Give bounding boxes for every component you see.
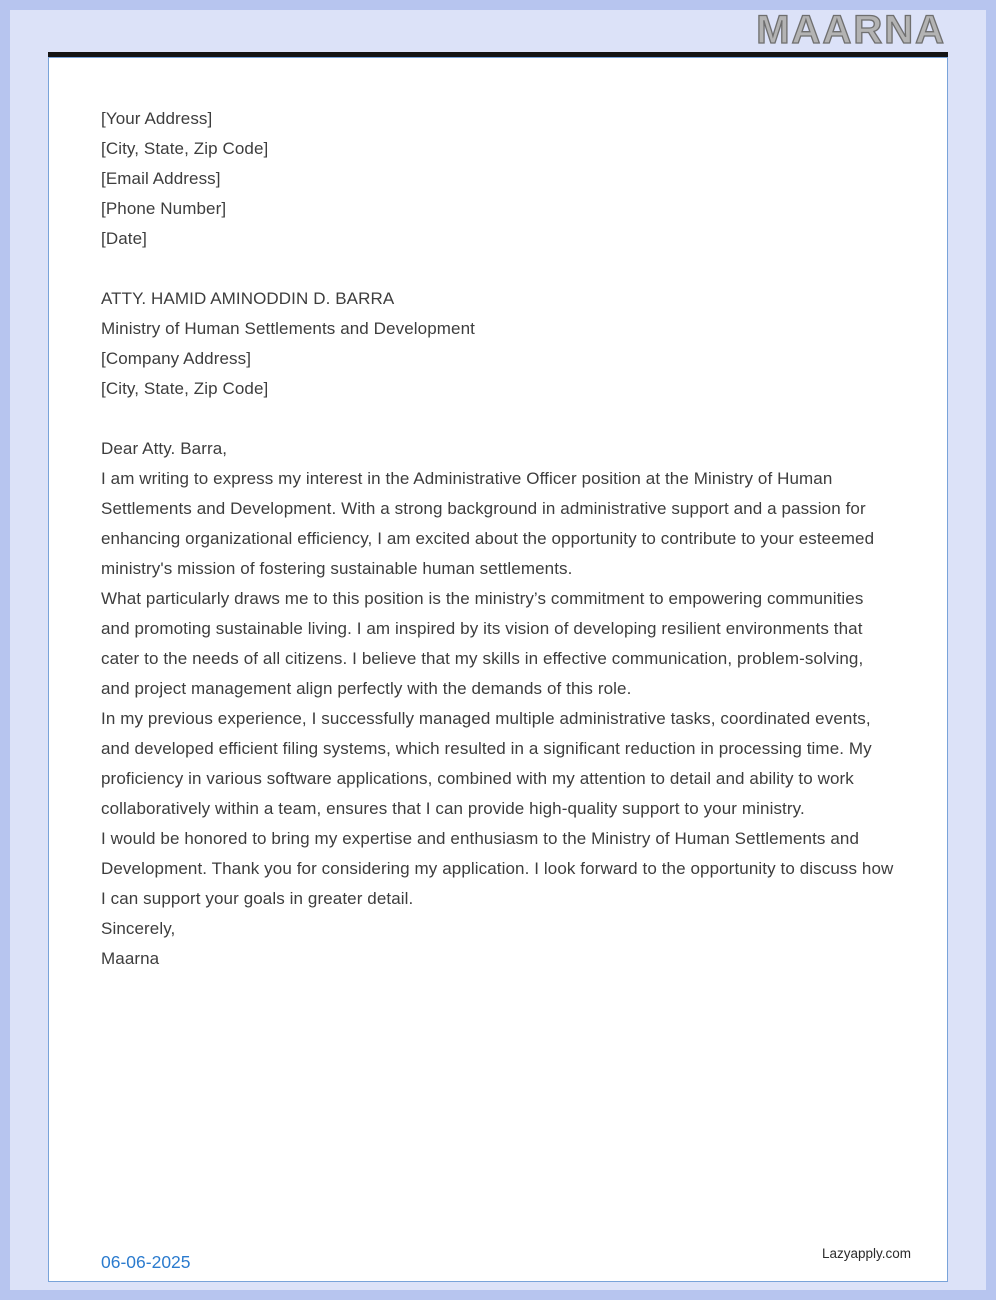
paragraph: In my previous experience, I successfully managed multiple administrative tasks, coordinated events, and developed efficient filing systems, which resulted in a significant reduction in processing time. My proficiency in various software applications, combined with my attention to detail and ability to work collaboratively within a team, ensures that I can provide high-quality support to your ministry. <box>101 709 872 818</box>
sender-address-block <box>101 104 895 254</box>
letter-page <box>48 57 948 1282</box>
recipient-line: [City, State, Zip Code] <box>101 379 269 398</box>
sender-line: [Your Address] <box>101 109 213 128</box>
paragraph: What particularly draws me to this position is the ministry’s commitment to empowering communities and promoting sustainable living. I am inspired by its vision of developing resilient environments that cater to the needs of all citizens. I believe that my skills in effective communication, problem-solving, and project management align perfectly with the demands of this role. <box>101 589 864 698</box>
salutation: Dear Atty. Barra, <box>101 439 228 458</box>
signature-block <box>101 914 895 974</box>
recipient-name: ATTY. HAMID AMINODDIN D. BARRA <box>101 289 395 308</box>
closing: Sincerely, <box>101 919 176 938</box>
brand-logo: MAARNA <box>756 8 946 52</box>
paragraph: I am writing to express my interest in the Administrative Officer position at the Ministry of Human Settlements and Development. With a strong background in administrative support and a passion for enhancing organizational efficiency, I am excited about the opportunity to contribute to your esteemed ministry's mission of fostering sustainable human settlements. <box>101 469 875 578</box>
sender-line: [Email Address] <box>101 169 221 188</box>
sender-line: [Phone Number] <box>101 199 227 218</box>
footer-date: 06-06-2025 <box>101 1252 191 1272</box>
signature-name: Maarna <box>101 949 160 968</box>
recipient-line: [Company Address] <box>101 349 252 368</box>
paragraph: I would be honored to bring my expertise and enthusiasm to the Ministry of Human Settlements and Development. Thank you for considering my application. I look forward to the opportunity to discuss how I can support your goals in greater detail. <box>101 829 894 908</box>
sender-line: [City, State, Zip Code] <box>101 139 269 158</box>
recipient-line: Ministry of Human Settlements and Development <box>101 319 475 338</box>
watermark: Lazyapply.com <box>821 1246 911 1261</box>
sender-line: [Date] <box>101 229 147 248</box>
recipient-address-block <box>101 284 895 404</box>
